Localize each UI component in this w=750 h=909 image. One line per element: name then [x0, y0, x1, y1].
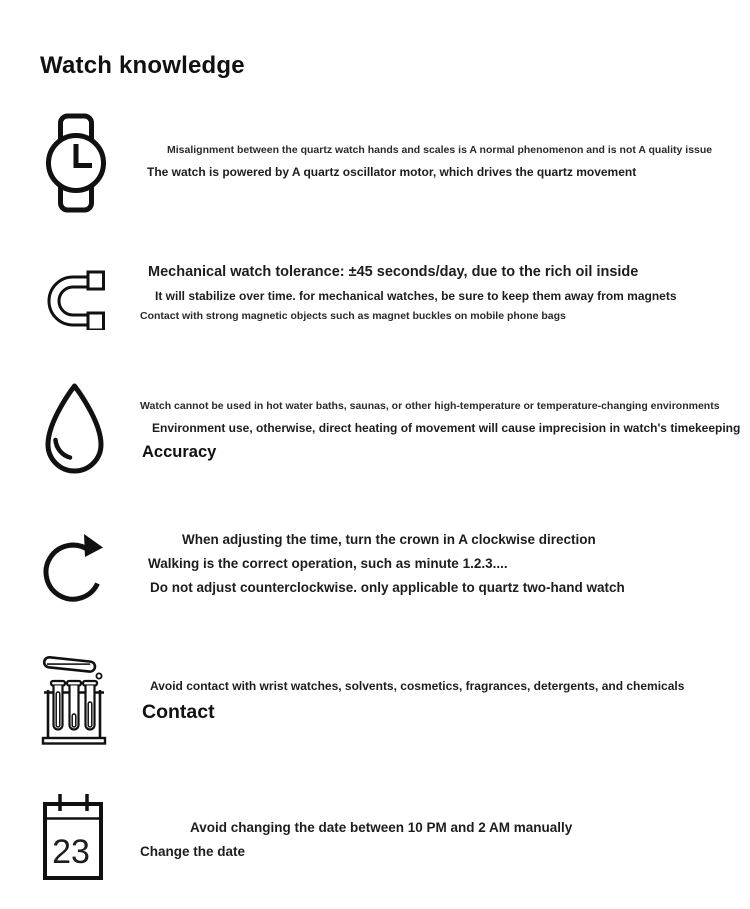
knowledge-line: Avoid changing the date between 10 PM and 2 AM manually: [190, 820, 573, 835]
magnet-icon: [43, 268, 107, 330]
knowledge-line: Contact: [142, 701, 215, 723]
knowledge-line: The watch is powered by A quartz oscillator motor, which drives the quartz movement: [147, 165, 637, 179]
wristwatch-icon: [45, 113, 107, 213]
knowledge-line: When adjusting the time, turn the crown in A clockwise direction: [182, 532, 596, 547]
knowledge-line: Walking is the correct operation, such as minute 1.2.3....: [148, 556, 508, 571]
knowledge-line: Avoid contact with wrist watches, solvents, cosmetics, fragrances, detergents, and chemicals: [150, 679, 685, 693]
calendar-icon: [40, 792, 106, 882]
water-drop-icon: [42, 382, 107, 478]
page-title: Watch knowledge: [40, 52, 245, 80]
knowledge-line: Environment use, otherwise, direct heating of movement will cause imprecision in watch's timekeeping: [152, 421, 741, 435]
calendar-day-number: 23: [52, 833, 90, 871]
knowledge-line: Misalignment between the quartz watch hands and scales is A normal phenomenon and is not A quality issue: [167, 144, 713, 156]
test-tubes-icon: [40, 652, 108, 746]
knowledge-line: Change the date: [140, 844, 246, 859]
knowledge-line: It will stabilize over time. for mechanical watches, be sure to keep them away from magnets: [155, 289, 677, 303]
knowledge-line: Contact with strong magnetic objects such as magnet buckles on mobile phone bags: [140, 310, 566, 322]
knowledge-line: Accuracy: [142, 443, 217, 461]
clockwise-arrow-icon: [42, 530, 108, 610]
knowledge-line: Do not adjust counterclockwise. only applicable to quartz two-hand watch: [150, 580, 625, 595]
knowledge-line: Watch cannot be used in hot water baths, saunas, or other high-temperature or temperature-changing environments: [140, 400, 720, 412]
knowledge-line: Mechanical watch tolerance: ±45 seconds/day, due to the rich oil inside: [148, 264, 639, 280]
